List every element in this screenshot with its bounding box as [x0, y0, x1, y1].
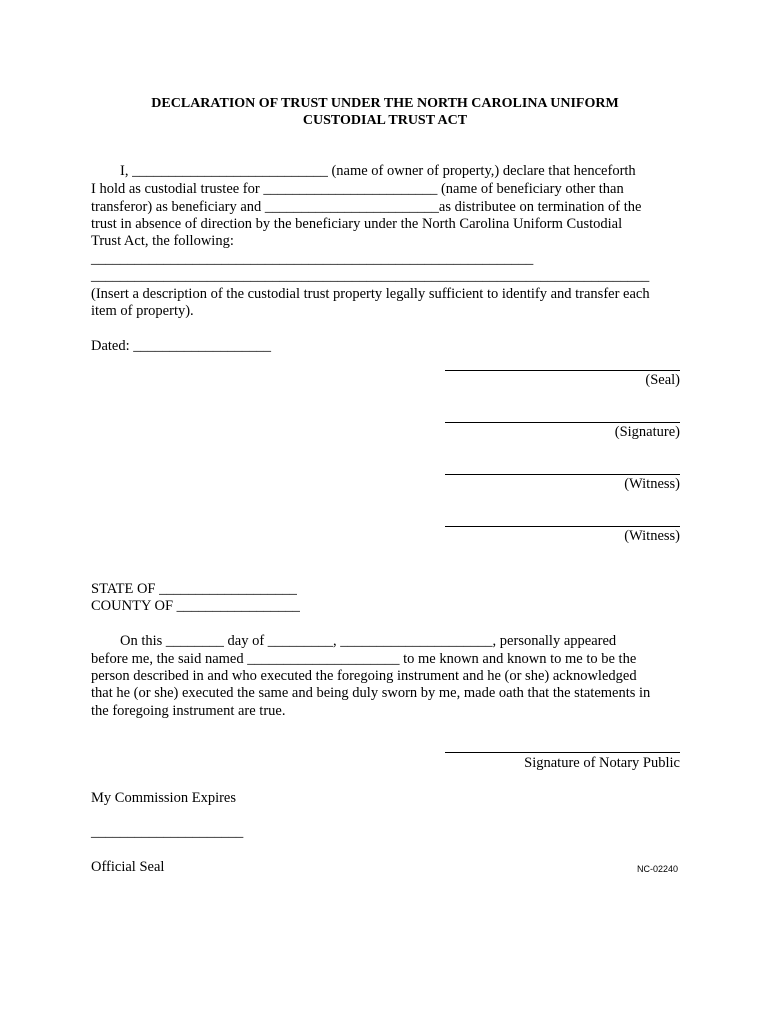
declaration-line-5: Trust Act, the following: — [91, 233, 234, 249]
witness-2-signature-line — [445, 526, 680, 527]
declaration-line-4: trust in absence of direction by the beneficiary under the North Carolina Uniform Custodial — [91, 216, 623, 232]
dated-field: Dated: ___________________ — [91, 338, 272, 354]
notary-signature-label: Signature of Notary Public — [524, 755, 680, 771]
notary-paragraph-line-3: person described in and who executed the foregoing instrument and he (or she) acknowledged — [91, 668, 637, 684]
property-description-blank-2: _____________________________________________________________________________ — [91, 268, 650, 284]
notary-paragraph-line-1: On this ________ day of _________, _____________________, personally appeared — [91, 633, 617, 649]
property-description-blank-1: _____________________________________________________________ — [91, 251, 534, 267]
witness-2-label: (Witness) — [624, 528, 680, 544]
property-description-note-line-2: item of property). — [91, 303, 194, 319]
declaration-line-3: transferor) as beneficiary and ________________________as distributee on termination of the — [91, 199, 642, 215]
notary-signature-line — [445, 752, 680, 753]
form-code: NC-02240 — [636, 864, 678, 874]
commission-expires-blank: _____________________ — [91, 824, 244, 840]
seal-signature-line — [445, 370, 680, 371]
signature-line — [445, 422, 680, 423]
commission-expires-label: My Commission Expires — [91, 790, 237, 806]
document-title-line-1: DECLARATION OF TRUST UNDER THE NORTH CAROLINA UNIFORM — [151, 96, 619, 111]
witness-1-label: (Witness) — [624, 476, 680, 492]
signature-label: (Signature) — [614, 424, 680, 440]
state-of-field: STATE OF ___________________ — [91, 581, 297, 597]
seal-label: (Seal) — [645, 372, 680, 388]
witness-1-signature-line — [445, 474, 680, 475]
notary-paragraph-line-4: that he (or she) executed the same and being duly sworn by me, made oath that the statements in — [91, 685, 651, 701]
document-title-line-2: CUSTODIAL TRUST ACT — [302, 113, 468, 128]
notary-paragraph-line-5: the foregoing instrument are true. — [91, 703, 286, 719]
county-of-field: COUNTY OF _________________ — [91, 598, 300, 614]
declaration-line-1: I, ___________________________ (name of owner of property,) declare that henceforth — [91, 163, 636, 179]
property-description-note-line-1: (Insert a description of the custodial trust property legally sufficient to identify and transfer each — [91, 286, 650, 302]
official-seal-label: Official Seal — [91, 859, 165, 875]
declaration-line-2: I hold as custodial trustee for ________________________ (name of beneficiary other than — [91, 181, 624, 197]
notary-paragraph-line-2: before me, the said named _____________________ to me known and known to me to be the — [91, 651, 637, 667]
